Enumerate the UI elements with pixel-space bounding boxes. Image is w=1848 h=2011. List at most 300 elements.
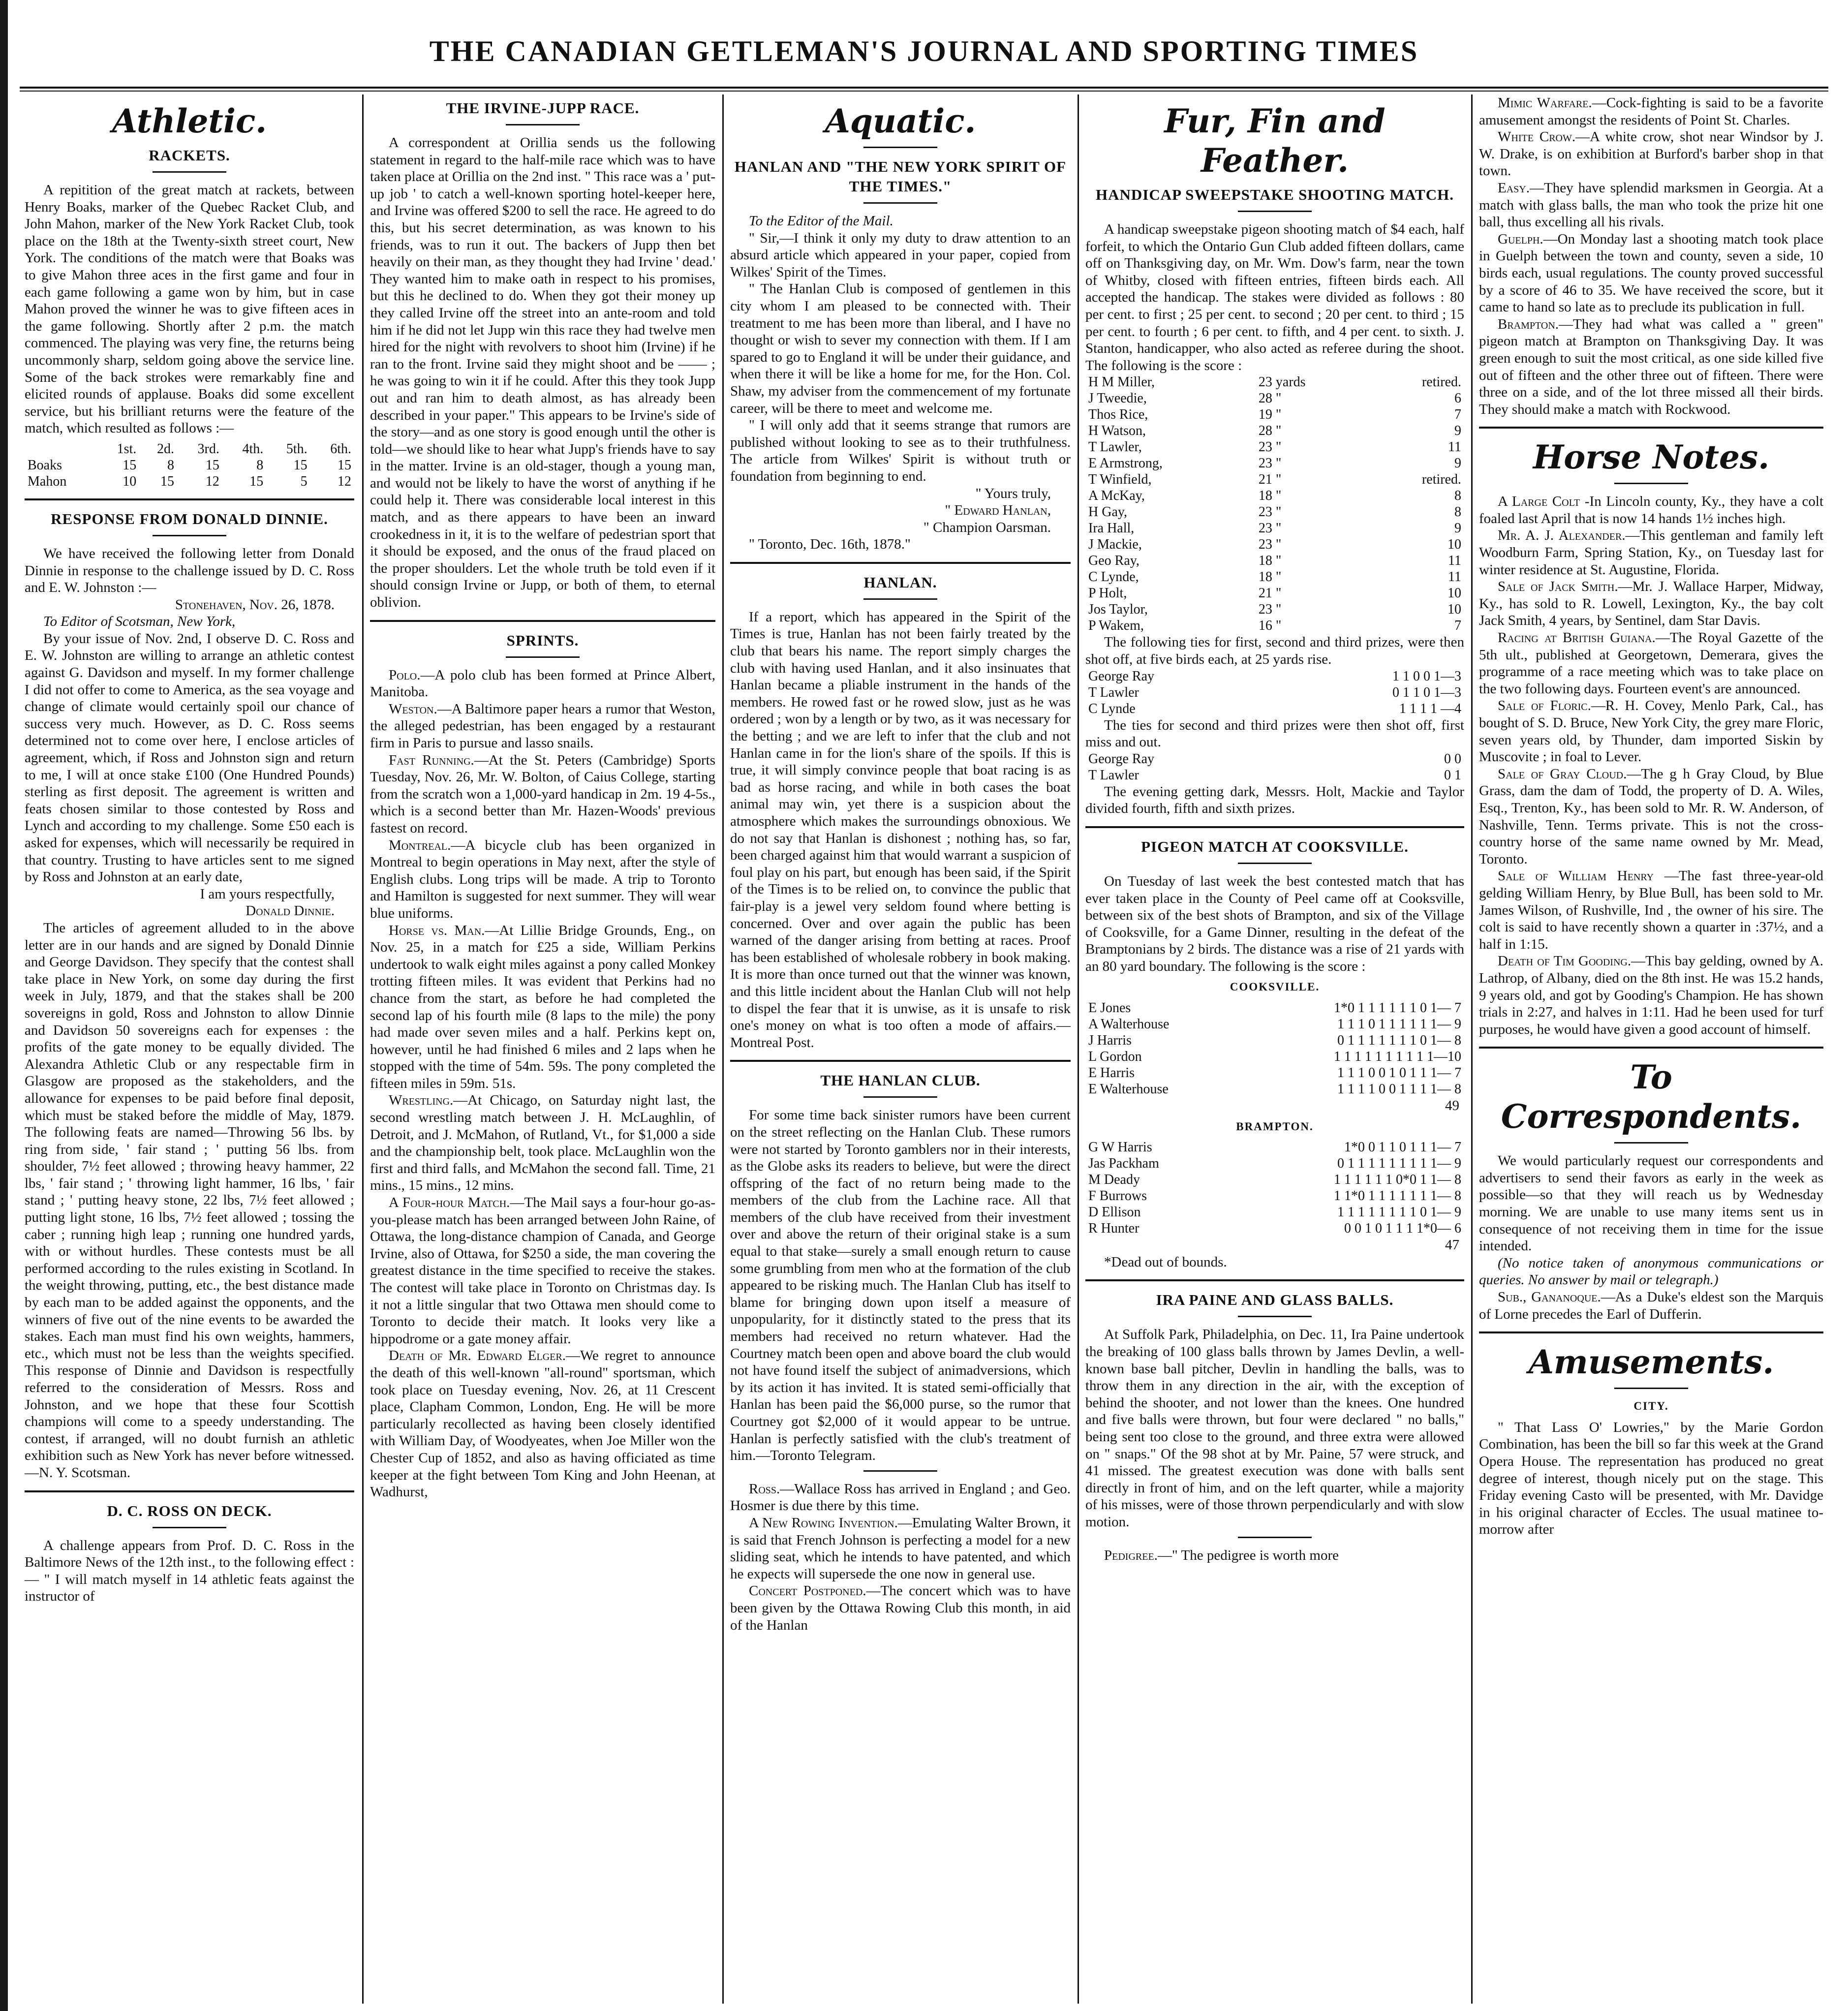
table-row <box>1085 471 1464 488</box>
table-cell: 18 " <box>1258 488 1282 504</box>
brief-text: —Emulating Walter Brown, it is said that French Johnson is perfecting a model for a new sliding seat, which he intends to have patented, and which he expects will supersede the one now in general use. <box>730 1515 1071 1582</box>
table-cell: 9 <box>1454 456 1461 471</box>
brief-text: —On Monday last a shooting match took place in Guelph between the town and county, seven a side, 10 birds each, usual regulations. The county proved successful by a score of 46 to 35. We have received the score, but it came to hand so late as to preclude its publication in full. <box>1479 231 1823 315</box>
news-brief <box>370 1092 715 1194</box>
column-aquatic <box>725 94 1076 2004</box>
divider <box>863 147 937 148</box>
divider <box>153 171 226 173</box>
article-heading: HANLAN AND "THE NEW YORK SPIRIT OF THE TIMES." <box>734 158 1067 195</box>
divider <box>1614 483 1688 484</box>
table-cell: 11 <box>1448 569 1461 585</box>
divider <box>730 1060 1071 1062</box>
table-cell: H Gay, <box>1088 504 1128 520</box>
table-row <box>1085 536 1464 553</box>
table-cell: George Ray <box>1088 751 1154 767</box>
rackets-score-table <box>25 441 354 490</box>
table-cell: 18 " <box>1258 553 1282 569</box>
news-brief <box>1479 953 1823 1038</box>
table-header-row <box>25 441 354 457</box>
letter-signature: " Edward Hanlan, <box>945 502 1051 519</box>
brief-lead: A Four-hour Match. <box>389 1195 510 1211</box>
table-header-cell: 5th. <box>286 441 308 457</box>
table-row <box>1085 701 1464 717</box>
brief-lead: Sale of Jack Smith. <box>1498 579 1618 595</box>
brief-text: —At Chicago, on Saturday night last, the second wrestling match between J. H. McLaughlin, of Detroit, and J. McMahon, of Rutland, Vt., for $1,000 a side and the championship belt, took place. McLaughlin won the first and third falls, and McMahon the second fall. Time, 21 mins., 15 mins., 12 mins. <box>370 1092 715 1194</box>
table-title: COOKSVILLE. <box>1230 981 1320 993</box>
news-brief <box>730 1481 1071 1515</box>
table-cell: George Ray <box>1088 668 1154 684</box>
news-brief <box>1479 1289 1823 1323</box>
table-cell: 23 " <box>1258 456 1282 471</box>
brief-lead: Sub., Gananoque. <box>1498 1289 1601 1305</box>
table-cell: 0 0 1 0 1 1 1 1*0— 6 <box>1344 1221 1461 1237</box>
table-cell: 1 1 1 1 1 1 0*0 1 1— 8 <box>1334 1172 1461 1188</box>
table-cell: H Watson, <box>1088 423 1146 439</box>
brief-text: —They have splendid marksmen in Georgia. At a match with glass balls, the man who took the prize hit one ball, thus excelling all his rivals. <box>1479 180 1823 230</box>
brief-text: —A bicycle club has been organized in Montreal to begin operations in May next, after the style of English clubs. Long trips will be made. A trip to Toronto and Hamilton is suggested for next summer. They will wear blue uniforms. <box>370 837 715 921</box>
table-row <box>1085 1081 1464 1097</box>
brief-text: —The g h Gray Cloud, by Blue Grass, dam the dam of Todd, the property of D. A. Wiles, Esq., Trenton, Ky., has been sold to Mr. R. W. Anderson, of Nashville, Tenn. Terms private. This is not the cross-country horse of the same name owned by Mr. Mead, Toronto. <box>1479 766 1823 867</box>
table-row <box>1085 553 1464 569</box>
brief-text: —" The pedigree is worth more <box>1157 1547 1339 1563</box>
divider <box>1479 427 1823 429</box>
brief-text: —This bay gelding, owned by A. Lathrop, of Albany, died on the 8th inst. He was 15.2 hands, 9 years old, and got by Gooding's Champion. He has shown trials in 2:27, and halves in 1:11. Had he been used for turf purposes, he would have given a good account of himself. <box>1479 953 1823 1037</box>
table-cell: 1*0 1 1 1 1 1 1 0 1— 7 <box>1334 1000 1461 1016</box>
table-cell: L Gordon <box>1088 1049 1142 1065</box>
divider <box>1614 1142 1688 1144</box>
table-row <box>1085 406 1464 423</box>
brief-lead: Mimic Warfare. <box>1498 95 1592 111</box>
brief-lead: Sale of Gray Cloud. <box>1498 766 1627 782</box>
article-paragraph: If a report, which has appeared in the Spirit of the Times is true, Hanlan has not been fairly treated by the club that bears his name. The report simply charges the club with having used Hanlan, and it also insinuates that Hanlan became a pliable instrument in the hands of the members. He rowed fast or he rowed slow, just as he was ordered ; won by a length or by two, as it was necessary for the betting ; and we are left to infer that the club and not Hanlan came in for the lion's share of the spoils. If this is true, it will simply convince people that boat racing is as bad as horse racing, and while in both cases the boat animal may win, yet there is a suspicion about the atmosphere which makes the surroundings obnoxious. We do not say that Hanlan is dishonest ; nothing has, so far, been charged against him that would warrant a suspicion of foul play on his part, but enough has been said, if the Spirit of the Times is to be relied on, to convince the public that fair-play is a jewel very seldom found where betting is concerned. Over and over again the public has been warned of the danger arising from betting at races. Proof has been established of wholesale robbery in book making. It is more than once turned out that the winner was known, and this little incident about the Hanlan Club will not help to dispel the fear that it is unwise, as it is unsafe to risk one's money on what is too often a mode of affairs.—Montreal Post. <box>730 609 1071 1051</box>
brief-lead: Death of Mr. Edward Elger. <box>389 1348 566 1364</box>
brampton-score-table <box>1085 1139 1464 1237</box>
brief-text: —We regret to announce the death of this well-known "all-round" sportsman, which took place on Tuesday evening, Nov. 26, at 11 Crescent place, Clapham Common, London, Eng. He will be more particularly recollected as having been closely identified with William Day, of Woodyeates, when Joe Miller won the Chester Cup of 1852, and also as having officiated as time keeper at the fight between Tom King and John Heenan, at Wadhurst, <box>370 1348 715 1500</box>
table-cell: 8 <box>1454 488 1461 504</box>
column-miscellany <box>1474 94 1828 2004</box>
table-cell: 1 1 1 1 0 0 1 1 1 1— 8 <box>1337 1082 1461 1097</box>
table-cell: Boaks <box>28 457 62 473</box>
table-cell: Ira Hall, <box>1088 521 1135 536</box>
notice-text: (No notice taken of anonymous communications or queries. No answer by mail or telegraph.) <box>1479 1255 1823 1288</box>
article-paragraph: The articles of agreement alluded to in the above letter are in our hands and are signed by Donald Dinnie and George Davidson. They specify that the contest shall take place in New York, on some day during the first week in July, 1879, and that the stakes shall be 200 sovereigns in gold, Ross and Johnston to allow Dinnie and Davidson 50 sovereigns each for expenses : the profits of the gate money to be equally divided. The Alexandra Athletic Club or any respectable firm in Glasgow are proposed as the stakeholders, and the allowance for expenses to be paid before final deposit, which must be staked before the middle of May, 1879. The following feats are named—Throwing 56 lbs. by ring from side, ' fair stand ; ' putting 56 lbs. from shoulder, 7½ feet allowed ; throwing heavy hammer, 22 lbs, ' fair stand ; ' throwing light hammer, 16 lbs, ' fair stand ; ' putting heavy stone, 22 lbs, 7½ feet allowed ; putting light stone, 16 lbs, 7½ feet allowed ; tossing the caber ; running high leap ; running one hundred yards, with or without hurdles. These contests must be all performed according to the rules existing in Scotland. In the weight throwing, putting, etc., the best distance made by each man to be added against the opponents, and the winners of five out of the nine events to be awarded the stakes. Each man must find his own weights, hammers, etc., which must not be less than the weights specified. This response of Dinnie and Davidson is respectfully referred to the consideration of Messrs. Ross and Johnston, and we hope that these four Scottish champions will come to a speedy understanding. The contest, if arranged, will no doubt furnish an athletic exhibition such as New York has never before witnessed.—N. Y. Scotsman. <box>25 920 354 1481</box>
brief-lead: Fast Running. <box>389 752 474 768</box>
table-cell: T Winfield, <box>1088 472 1152 488</box>
table-cell: 0 1 1 1 1 1 1 1 0 1— 8 <box>1337 1033 1461 1049</box>
column-pedestrianism <box>365 94 720 2004</box>
section-subheading: CITY. <box>1633 1400 1669 1413</box>
article-paragraph: We have received the following letter from Donald Dinnie in response to the challenge issued by D. C. Ross and E. W. Johnston :— <box>25 545 354 596</box>
table-row <box>1085 455 1464 471</box>
table-cell: 0 1 1 1 1 1 1 1 1 1— 9 <box>1337 1156 1461 1172</box>
news-brief <box>1479 578 1823 629</box>
table-cell: Mahon <box>28 473 67 489</box>
letter-close: " Yours truly, <box>975 485 1051 501</box>
table-header-cell: 4th. <box>242 441 264 457</box>
table-row <box>25 473 354 490</box>
table-cell: 15 <box>293 457 308 473</box>
news-brief <box>370 922 715 1092</box>
table-cell: P Holt, <box>1088 586 1127 601</box>
table-cell: H M Miller, <box>1088 374 1155 390</box>
brief-lead: White Crow. <box>1498 129 1576 145</box>
brief-lead: Sale of Floric. <box>1498 698 1591 714</box>
divider <box>153 1527 226 1528</box>
brief-text: —R. H. Covey, Menlo Park, Cal., has bought of S. D. Bruce, New York City, the grey mare Floric, seven years old, by Thunder, dam imported Siskin by Muscovite ; in foal to Lever. <box>1479 698 1823 765</box>
table-row <box>1085 1139 1464 1155</box>
brief-text: —A polo club has been formed at Prince Albert, Manitoba. <box>370 667 715 700</box>
table-row <box>25 457 354 473</box>
divider <box>1479 1047 1823 1049</box>
brief-lead: Ross. <box>749 1481 780 1497</box>
column-divider <box>362 94 364 2004</box>
article-paragraph: The evening getting dark, Messrs. Holt, Mackie and Taylor divided fourth, fifth and sixth prizes. <box>1085 783 1464 817</box>
article-paragraph: The ties for second and third prizes were then shot off, first miss and out. <box>1085 717 1464 750</box>
table-row <box>1085 390 1464 406</box>
divider <box>863 1470 937 1472</box>
divider <box>1238 863 1312 864</box>
news-brief <box>1479 629 1823 697</box>
table-cell: 8 <box>167 457 174 473</box>
article-paragraph: A challenge appears from Prof. D. C. Ross in the Baltimore News of the 12th inst., to the following effect :— " I will match myself in 14 athletic feats against the instructor of <box>25 1537 354 1605</box>
article-heading: RESPONSE FROM DONALD DINNIE. <box>51 510 328 527</box>
brief-text: -In Lincoln county, Ky., they have a colt foaled last April that is now 14 hands 1½ inches high. <box>1479 494 1823 526</box>
table-header-cell: 6th. <box>330 441 351 457</box>
table-cell: 18 " <box>1258 569 1282 585</box>
news-brief <box>370 1347 715 1500</box>
news-brief <box>1085 1547 1464 1564</box>
ties-score-table <box>1085 668 1464 717</box>
brief-text: —At the St. Peters (Cambridge) Sports Tuesday, Nov. 26, Mr. W. Bolton, of Caius College, starting from the scratch won a 1,000-yard handicap in 2m. 19 4-5s., which is a second better than Mr. Hazen-Woods' previous fastest on record. <box>370 752 715 836</box>
table-cell: 12 <box>205 473 219 489</box>
table-cell: 15 <box>249 473 264 489</box>
brief-lead: Death of Tim Gooding. <box>1498 953 1632 969</box>
letter-close: I am yours respectfully, <box>200 886 335 902</box>
divider <box>1238 1537 1312 1538</box>
table-row <box>1085 520 1464 536</box>
brief-lead: Sale of William Henry <box>1498 868 1654 884</box>
article-heading: THE IRVINE-JUPP RACE. <box>446 99 640 117</box>
table-cell: 28 " <box>1258 423 1282 439</box>
table-cell: 1*0 0 1 1 0 1 1 1— 7 <box>1344 1140 1461 1155</box>
table-cell: Jas Packham <box>1088 1156 1159 1172</box>
table-row <box>1085 668 1464 684</box>
department-heading-horse-notes: Horse Notes. <box>1533 438 1770 477</box>
table-cell: retired. <box>1421 374 1461 390</box>
table-row <box>1085 618 1464 634</box>
brief-lead: Guelph. <box>1498 231 1543 247</box>
table-cell: 10 <box>1448 602 1461 618</box>
cooksville-score-table <box>1085 1000 1464 1097</box>
news-brief <box>1479 231 1823 316</box>
table-cell: 1 1 1 1 —4 <box>1399 701 1461 716</box>
table-cell: 23 " <box>1258 602 1282 618</box>
column-divider <box>1471 94 1473 2004</box>
column-athletic <box>20 94 359 2004</box>
news-brief <box>370 1194 715 1347</box>
table-cell: F Burrows <box>1088 1188 1147 1204</box>
divider <box>153 535 226 536</box>
table-cell: C Lynde, <box>1088 569 1139 585</box>
department-heading-amusements: Amusements. <box>1528 1343 1774 1382</box>
team-total: 47 <box>1445 1237 1459 1253</box>
table-cell: 23 " <box>1258 521 1282 536</box>
masthead-rule <box>20 87 1828 89</box>
brief-lead: Racing at British Guiana. <box>1498 630 1656 646</box>
article-heading: THE HANLAN CLUB. <box>820 1072 981 1089</box>
table-cell: 1 1 1 0 0 1 0 1 1 1— 7 <box>1337 1065 1461 1081</box>
news-brief <box>1479 128 1823 180</box>
table-cell: A Walterhouse <box>1088 1017 1170 1032</box>
table-cell: 1 1 0 0 1—3 <box>1392 668 1461 684</box>
table-row <box>1085 1155 1464 1172</box>
divider <box>1479 1331 1823 1333</box>
table-cell: 1 1*0 1 1 1 1 1 1 1— 8 <box>1334 1188 1461 1204</box>
news-brief <box>370 667 715 701</box>
table-cell: E Armstrong, <box>1088 456 1163 471</box>
brief-text: —A Baltimore paper hears a rumor that Weston, the alleged pedestrian, has been engaged by a restaurant firm in Paris to pursue and lasso snails. <box>370 701 715 751</box>
letter-body: " Sir,—I think it only my duty to draw attention to an absurd article which appeared in your paper, copied from Wilkes' Spirit of the Times. <box>730 230 1071 280</box>
article-heading: HANDICAP SWEEPSTAKE SHOOTING MATCH. <box>1095 186 1454 203</box>
table-cell: J Harris <box>1088 1033 1132 1049</box>
table-cell: 15 <box>338 457 351 473</box>
table-row <box>1085 1220 1464 1237</box>
article-paragraph: For some time back sinister rumors have been current on the street reflecting on the Hanlan Club. These rumors were not started by Toronto gamblers nor in their interests, as the Globe asks its readers to believe, but were the direct offspring of the fact of no return being made to the members of the club from the Lachine race. All that members of the club have received from their investment over and above the return of their original stake is a sum equal to that stake—surely a small enough return to cause some grumbling from men who at the formation of the club appeared to be risking much. The Hanlan Club has itself to blame for bringing down upon itself a measure of unpopularity, for it distinctly stated to the press that its members had received no return whatever. Had the Courtney match been open and above board the club would not have found itself the subject of animadversions, which by its action it has invited. It is stated semi-officially that Hanlan has been paid the $6,000 purse, so the rumor that Courtney got $2,000 of it would appear to be untrue. Hanlan is perfectly satisfied with the club's treatment of him.—Toronto Telegram. <box>730 1107 1071 1464</box>
table-cell: M Deady <box>1088 1172 1140 1188</box>
brief-lead: Mr. A. J. Alexander. <box>1498 527 1626 544</box>
brief-text: —The fast three-year-old gelding William Henry, by Blue Bull, has been sold to Mr. James Wilson, of Rushville, Ind , the owner of his sire. The colt is said to have recently shown a quarter in :37½, and a half in 1:15. <box>1479 868 1824 952</box>
brief-text: —The Mail says a four-hour go-as-you-please match has been arranged between John Raine, of Ottawa, the long-distance champion of Canada, and George Irvine, also of Ottawa, for $250 a side, the man covering the greatest distance in the time specified to receive the stakes. The contest will take place in Toronto on Christmas day. Is it not a little singular that two Ottawa men should come to Toronto to decide their match. It looks very like a hippodrome or a gate money affair. <box>370 1195 715 1347</box>
table-cell: R Hunter <box>1088 1221 1140 1237</box>
table-cell: 9 <box>1454 521 1461 536</box>
letter-body: " The Hanlan Club is composed of gentlemen in this city whom I am pleased to be connected with. Their treatment to me has been more than liberal, and I have no thought or wish to sever my connection with them. If I am spared to go to England it will be under their guidance, and when there it will be like a home for me, for the Hon. Col. Shaw, my adviser from the commencement of my fortunate career, will be there to meet and welcome me. <box>730 281 1071 416</box>
divider <box>506 656 580 658</box>
table-cell: D Ellison <box>1088 1205 1141 1220</box>
divider <box>730 562 1071 564</box>
brief-text: —As a Duke's eldest son the Marquis of Lorne precedes the Earl of Dufferin. <box>1479 1289 1823 1322</box>
table-cell: 23 " <box>1258 439 1282 455</box>
news-brief <box>370 701 715 752</box>
divider <box>1085 826 1464 828</box>
brief-text: —Mr. J. Wallace Harper, Midway, Ky., has sold to R. Lowell, Lexington, Ky., the bay colt Jack Smith, 4 years, by Sentinel, dam Star Davis. <box>1479 579 1823 629</box>
table-cell: 28 " <box>1258 391 1282 406</box>
article-heading: RACKETS. <box>149 147 230 164</box>
article-paragraph: A handicap sweepstake pigeon shooting match of $4 each, half forfeit, to which the Ontario Gun Club added fifteen dollars, came off on Thanksgiving day, on Mr. Wm. Dow's farm, near the town of Whitby, closed with fifteen entries, fifteen birds each. All accepted the handicap. The stakes were divided as follows : 80 per cent. to first ; 25 per cent. to second ; 20 per cent. to third ; 15 per cent. to fourth ; 6 per cent. to fifth, and 4 per cent. to sixth. J. Stanton, handicapper, who also acted as referee during the shoot. The following is the score : <box>1085 221 1464 373</box>
table-cell: retired. <box>1421 472 1461 488</box>
department-heading-to-correspondents: To Correspondents. <box>1501 1058 1802 1136</box>
table-header-cell: 1st. <box>117 441 137 457</box>
table-cell: P Wakem, <box>1088 618 1144 634</box>
letter-signature: Donald Dinnie. <box>246 903 335 919</box>
table-cell: 0 0 <box>1444 751 1461 767</box>
table-cell: 19 " <box>1258 407 1282 423</box>
table-cell: 10 <box>123 473 137 489</box>
table-cell: E Jones <box>1088 1000 1131 1016</box>
table-row <box>1085 569 1464 585</box>
table-cell: 21 " <box>1258 472 1282 488</box>
news-brief <box>1479 766 1823 868</box>
table-cell: 9 <box>1454 423 1461 439</box>
article-heading: HANLAN. <box>863 573 937 591</box>
brief-lead: Weston. <box>389 701 437 717</box>
column-divider <box>722 94 724 2004</box>
article-heading: D. C. ROSS ON DECK. <box>107 1502 272 1519</box>
table-row <box>1085 1000 1464 1016</box>
team-total: 49 <box>1445 1098 1459 1114</box>
table-row <box>1085 423 1464 439</box>
table-cell: 23 " <box>1258 537 1282 553</box>
brief-lead: A Large Colt <box>1498 494 1580 510</box>
article-paragraph: A correspondent at Orillia sends us the following statement in regard to the half-mile race which was to have taken place at Orillia on the 2nd inst. " This race was a ' put-up job ' to catch a well-known sporting hotel-keeper here, and Irvine was offered $200 to sell the race. He agreed to do this, but his secret determination, as was known to his friends, was to run it out. The backers of Jupp then bet heavily on their man, as they thought they had Irvine ' dead.' They wanted him to make oath in respect to his promises, but this he declined to do. When they got their money up they called Irvine off the street into an ante-room and told him if he did not let Jupp win this race they had twelve men hired for the night with revolvers to shoot him (Irvine) if he ran to the front. Irvine said they might shoot and be —— ; he was going to win it if he could. After this they took Jupp out and ran him to death almost, as has already been described in your paper." This appears to be Irvine's side of the story—and as one story is good enough until the other is told—we should like to hear what Jupp's friends have to say in the matter. Irvine is an old-stager, though a young man, and would not be likely to have the worst of anything if he could help it. There was considerable local interest in this match, and as there appears to have been an inward crookedness in it, it is to the welfare of pedestrian sport that it should be exposed, and the onus of the fraud placed on the proper shoulders. Let the whole truth be told even if it should consign Irvine or Jupp, or both of them, to eternal oblivion. <box>370 135 715 611</box>
brief-text: —The Royal Gazette of the 5th ult., published at Georgetown, Demerara, gives the programme of a race meeting which was to take place on the two following days. Fourteen event's are announced. <box>1479 630 1823 697</box>
divider <box>863 202 937 204</box>
shooting-score-table <box>1085 374 1464 634</box>
news-brief <box>1479 867 1823 953</box>
table-cell: Jos Taylor, <box>1088 602 1148 618</box>
news-brief <box>1479 493 1823 527</box>
news-brief <box>1479 94 1823 128</box>
table-row <box>1085 601 1464 618</box>
divider <box>25 498 354 500</box>
brief-text: —Cock-fighting is said to be a favorite amusement amongst the residents of Point St. Charles. <box>1479 95 1824 128</box>
table-row <box>1085 1065 1464 1081</box>
table-cell: 10 <box>1448 586 1461 601</box>
article-paragraph: We would particularly request our correspondents and advertisers to send their favors as early in the week as possible—so that they will reach us by Wednesday morning. We are unable to use many items sent us in consequence of not receiving them in time for the issue intended. <box>1479 1153 1823 1254</box>
table-cell: C Lynde <box>1088 701 1136 716</box>
letter-date: " Toronto, Dec. 16th, 1878." <box>749 536 911 553</box>
brief-lead: Wrestling. <box>389 1092 454 1109</box>
table-cell: 15 <box>123 457 137 473</box>
table-cell: 21 " <box>1258 586 1282 601</box>
article-heading: PIGEON MATCH AT COOKSVILLE. <box>1141 837 1409 855</box>
divider <box>1238 211 1312 212</box>
table-cell: Thos Rice, <box>1088 407 1148 423</box>
brief-text: —At Lillie Bridge Grounds, Eng., on Nov. 25, in a match for £25 a side, William Perkins undertook to walk eight miles against a pony called Monkey trotting fifteen miles. It was evident that Perkins had no chance from the start, as before he had completed the second lap of his fourth mile (8 laps to the mile) the pony had made over seven miles and a half. Perkins kept on, however, until he had finished 6 miles and 2 laps when he stopped with the time of 54m. 59s. The pony completed the fifteen miles in 59m. 51s. <box>370 922 715 1091</box>
table-cell: G W Harris <box>1088 1140 1152 1155</box>
news-brief <box>370 837 715 922</box>
department-heading-fur-fin-feather: Fur, Fin and Feather. <box>1164 102 1386 180</box>
table-cell: 11 <box>1448 439 1461 455</box>
table-cell: J Tweedie, <box>1088 391 1147 406</box>
letter-signature-title: " Champion Oarsman. <box>923 519 1051 535</box>
table-row <box>1085 585 1464 601</box>
brief-text: —The concert which was to have been given by the Ottawa Rowing Club this month, in aid of the Hanlan <box>730 1583 1071 1633</box>
table-row <box>1085 1204 1464 1220</box>
table-title: BRAMPTON. <box>1236 1120 1314 1133</box>
table-row <box>1085 767 1464 783</box>
article-paragraph: At Suffolk Park, Philadelphia, on Dec. 11, Ira Paine undertook the breaking of 100 glass balls thrown by James Devlin, a well-known base ball pitcher, Devlin in handling the balls, was to throw them in any direction in the air, with the exception of behind the shooter, and not lower than the knees. One hundred and five balls were thrown, but four were declared " no balls," being sent too close to the ground, and three extra were allowed on " snaps." Of the 98 shot at by Mr. Paine, 57 were struck, and 41 missed. The greatest execution was done with balls sent directly in front of him, and on the left quarter, while a majority of his misses, were of those thrown perpendicularly and with slow motion. <box>1085 1327 1464 1530</box>
table-row <box>1085 1032 1464 1049</box>
table-cell: 1 1 1 1 1 1 1 1 1 1—10 <box>1334 1049 1461 1065</box>
table-header-cell: 3rd. <box>197 441 219 457</box>
table-cell: 0 1 <box>1444 767 1461 783</box>
article-paragraph: The following ties for first, second and third prizes, were then shot off, at five birds each, at 25 yards rise. <box>1085 634 1464 667</box>
table-cell: 6 <box>1454 391 1461 406</box>
table-cell: T Lawler <box>1088 767 1139 783</box>
news-brief <box>1479 697 1823 765</box>
article-paragraph: " That Lass O' Lowries," by the Marie Gordon Combination, has been the bill so far this week at the Grand Opera House. The representation has produced no great degree of interest, though nicely put on the stage. This Friday evening Casto will be presented, with Mr. Davidge in his original character of Eccles. The usual matinee to-morrow after <box>1479 1419 1823 1538</box>
divider <box>506 124 580 125</box>
table-cell: 5 <box>300 473 308 489</box>
letter-body: By your issue of Nov. 2nd, I observe D. C. Ross and E. W. Johnston are willing to arrange an athletic contest against G. Davidson and myself. In my former challenge I did not offer to come to America, as the sea voyage and change of climate would certainly spoil our chance of success very much. However, as D. C. Ross seems determined not to come over here, I enclose articles of agreement, which, if Ross and Johnston sign and return to me, I will at once stake £100 (One Hundred Pounds) sterling as first deposit. The agreement is written and feats chosen similar to those contested by Ross and Lynch and according to my challenge. Some £50 each is asked for expenses, which will necessarily be required in that country. Trusting to have articles sent to me signed by Ross and Johnston at an early date, <box>25 630 354 885</box>
brief-text: —They had what was called a " green" pigeon match at Brampton on Thanksgiving Day. It was green enough to suit the most critical, as one side killed five out of fifteen and the other three out of fifteen. There were three on a side, and of the lot three missed all their birds. They should make a match with Rockwood. <box>1479 316 1823 417</box>
masthead-rule-thin <box>20 91 1828 92</box>
news-brief <box>1479 527 1823 578</box>
department-heading-athletic: Athletic. <box>112 102 267 140</box>
table-cell: 11 <box>1448 553 1461 569</box>
brief-text: —Wallace Ross has arrived in England ; and Geo. Hosmer is due there by this time. <box>730 1481 1071 1514</box>
table-cell: T Lawler <box>1088 684 1139 700</box>
brief-lead: Horse vs. Man. <box>389 922 485 938</box>
table-header-cell: 2d. <box>156 441 174 457</box>
table-cell: 23 yards <box>1258 374 1306 390</box>
table-cell: 8 <box>256 457 264 473</box>
news-brief <box>370 752 715 837</box>
article-paragraph: On Tuesday of last week the best contested match that has ever taken place in the County of Peel came off at Cooksville, between six of the best shots of Brampton, and six of the Village of Cooksville, for a Game Dinner, resulting in the defeat of the Bramptonians by 2 birds. The distance was a rise of 21 yards with an 80 yard boundary. The following is the score : <box>1085 873 1464 974</box>
table-cell: 15 <box>160 473 174 489</box>
brief-lead: Concert Postponed. <box>749 1583 866 1599</box>
table-cell: E Walterhouse <box>1088 1082 1169 1097</box>
table-cell: 0 1 1 0 1—3 <box>1392 684 1461 700</box>
letter-dateline: Stonehaven, Nov. 26, 1878. <box>175 596 335 613</box>
table-row <box>1085 1049 1464 1065</box>
news-brief <box>730 1582 1071 1634</box>
table-row <box>1085 439 1464 455</box>
brief-lead: A New Rowing Invention. <box>749 1515 898 1531</box>
table-cell: 12 <box>338 473 351 489</box>
divider <box>863 1096 937 1098</box>
brief-text: —This gentleman and family left Woodburn Farm, Spring Station, Ky., on Tuesday last for winter residence at St. Augustine, Florida. <box>1479 527 1823 578</box>
divider <box>863 598 937 600</box>
brief-lead: Brampton. <box>1498 316 1559 332</box>
article-heading: IRA PAINE AND GLASS BALLS. <box>1156 1291 1394 1309</box>
department-heading-aquatic: Aquatic. <box>825 102 976 140</box>
brief-lead: Easy. <box>1498 180 1530 196</box>
article-paragraph: A repitition of the great match at rackets, between Henry Boaks, marker of the Quebec Racket Club, and John Mahon, marker of the New York Racket Club, took place on the 18th at the Twenty-sixth street court, New York. The conditions of the match were that Boaks was to give Mahon three aces in the first game and four in each game following a game won by him, but in case Mahon proved the winner he was to give fifteen aces in the game following. Shortly after 2 p.m. the match commenced. The playing was very fine, the returns being uncommonly sharp, seldom going above the service line. Some of the back strokes were remarkably fine and elicited rounds of applause. Boaks did some excellent service, but his brilliant returns were the feature of the match, which resulted as follows :— <box>25 182 354 436</box>
ties2-score-table <box>1085 751 1464 783</box>
letter-body: " I will only add that it seems strange that rumors are published without looking to see as to their truthfulness. The article from Wilkes' Spirit is without truth or foundation from beginning to end. <box>730 417 1071 484</box>
table-row <box>1085 504 1464 520</box>
brief-lead: Polo. <box>389 667 421 683</box>
page-edge-shadow <box>0 0 8 2011</box>
table-row <box>1085 1188 1464 1204</box>
table-cell: 15 <box>205 457 219 473</box>
table-row <box>1085 1172 1464 1188</box>
divider <box>25 1490 354 1492</box>
divider <box>370 620 715 622</box>
letter-salutation: To Editor of Scotsman, New York, <box>43 614 236 630</box>
table-row <box>1085 1016 1464 1032</box>
column-fur-fin-feather <box>1080 94 1469 2004</box>
brief-text: —A white crow, shot near Windsor by J. W. Drake, is on exhibition at Burford's barber shop in that town. <box>1479 129 1823 179</box>
table-cell: Geo Ray, <box>1088 553 1140 569</box>
table-cell: 7 <box>1454 407 1461 423</box>
masthead: THE CANADIAN GETLEMAN'S JOURNAL AND SPORTING TIMES <box>429 35 1419 67</box>
news-brief <box>1479 316 1823 418</box>
table-cell: 10 <box>1448 537 1461 553</box>
table-cell: 1 1 1 1 1 1 1 1 0 1— 9 <box>1337 1205 1461 1220</box>
news-brief <box>730 1515 1071 1582</box>
table-cell: A McKay, <box>1088 488 1145 504</box>
table-cell: J Mackie, <box>1088 537 1142 553</box>
divider <box>1614 1388 1688 1389</box>
table-cell: E Harris <box>1088 1065 1135 1081</box>
table-row <box>1085 374 1464 390</box>
brief-lead: Montreal. <box>389 837 451 853</box>
table-row <box>1085 684 1464 701</box>
news-brief <box>1479 180 1823 231</box>
table-cell: 8 <box>1454 504 1461 520</box>
